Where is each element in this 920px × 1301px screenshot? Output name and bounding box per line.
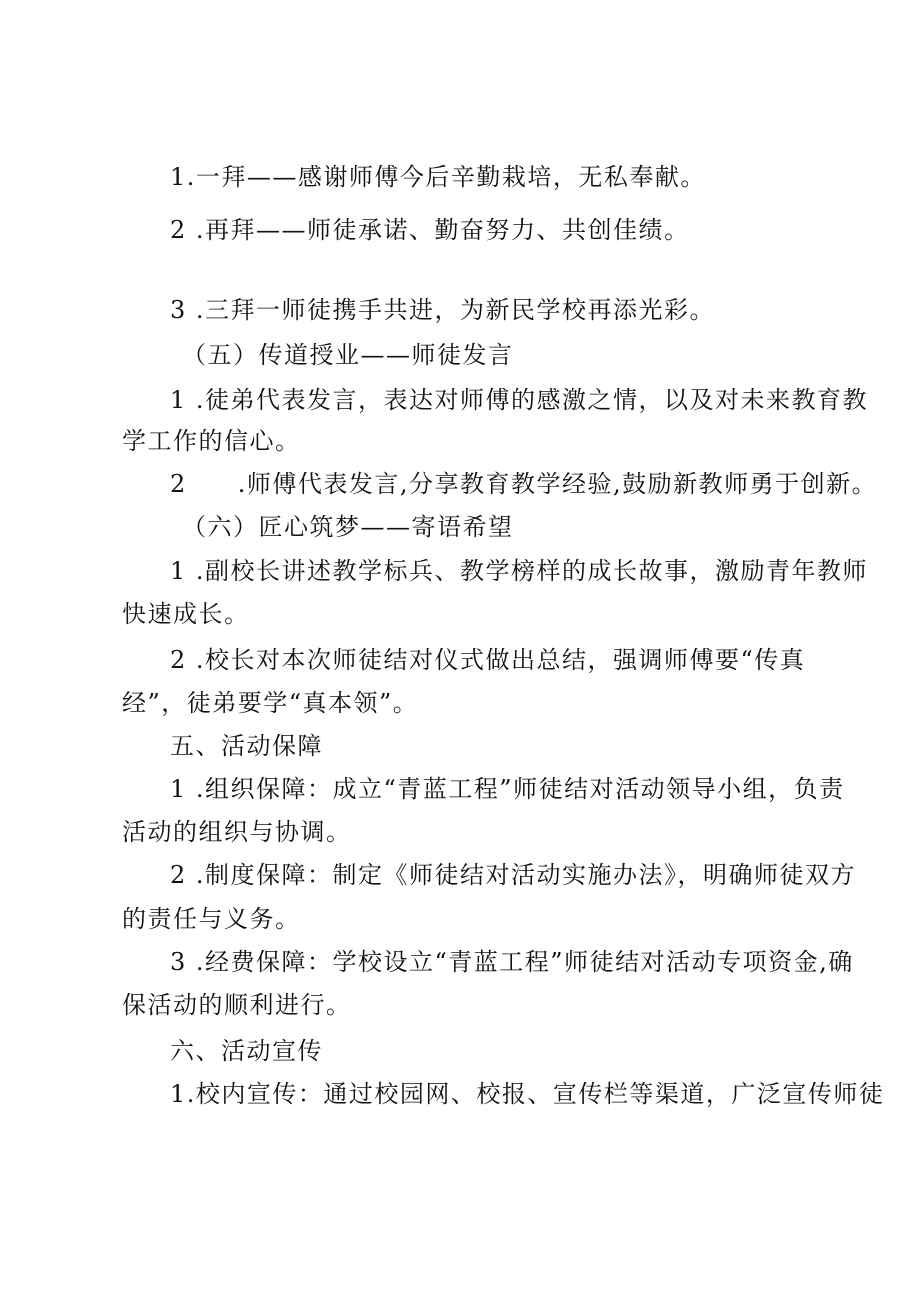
list-item-first-bow: 1.一拜——感谢师傅今后辛勤栽培，无私奉献。 xyxy=(170,163,706,191)
list-item-second-bow: 2 .再拜——师徒承诺、勤奋努力、共创佳绩。 xyxy=(170,216,690,244)
paragraph-system-guarantee: 2 .制度保障：制定《师徒结对活动实施办法》，明确师徒双方 xyxy=(170,861,857,889)
paragraph-funding-guarantee-cont: 保活动的顺利进行。 xyxy=(122,991,352,1019)
paragraph-apprentice-speech-cont: 学工作的信心。 xyxy=(122,427,301,455)
section-heading-six: （六）匠心筑梦——寄语希望 xyxy=(182,513,514,541)
paragraph-campus-publicity: 1.校内宣传：通过校园网、校报、宣传栏等渠道，广泛宣传师徒 xyxy=(170,1080,885,1108)
paragraph-principal-summary: 2 .校长对本次师徒结对仪式做出总结，强调师傅要“传真 xyxy=(170,646,806,674)
paragraph-vice-principal-cont: 快速成长。 xyxy=(122,600,250,628)
paragraph-system-guarantee-cont: 的责任与义务。 xyxy=(122,905,301,933)
paragraph-funding-guarantee: 3 .经费保障：学校设立“青蓝工程”师徒结对活动专项资金,确 xyxy=(170,948,854,976)
section-heading-activity-publicity: 六、活动宣传 xyxy=(170,1037,323,1065)
list-item-third-bow: 3 .三拜一师徒携手共进，为新民学校再添光彩。 xyxy=(170,296,716,324)
section-heading-five: （五）传道授业——师徒发言 xyxy=(182,341,514,369)
paragraph-apprentice-speech: 1 .徒弟代表发言，表达对师傅的感激之情，以及对未来教育教 xyxy=(170,386,869,414)
paragraph-principal-summary-cont: 经”，徒弟要学“真本领”。 xyxy=(122,689,419,717)
paragraph-organization-guarantee-cont: 活动的组织与协调。 xyxy=(122,818,352,846)
paragraph-organization-guarantee: 1 .组织保障：成立“青蓝工程”师徒结对活动领导小组，负责 xyxy=(170,775,845,803)
paragraph-vice-principal: 1 .副校长讲述教学标兵、教学榜样的成长故事，激励青年教师 xyxy=(170,557,869,585)
paragraph-mentor-speech: 2 .师傅代表发言,分享教育教学经验,鼓励新教师勇于创新。 xyxy=(170,470,878,498)
section-heading-activity-guarantee: 五、活动保障 xyxy=(170,732,323,760)
